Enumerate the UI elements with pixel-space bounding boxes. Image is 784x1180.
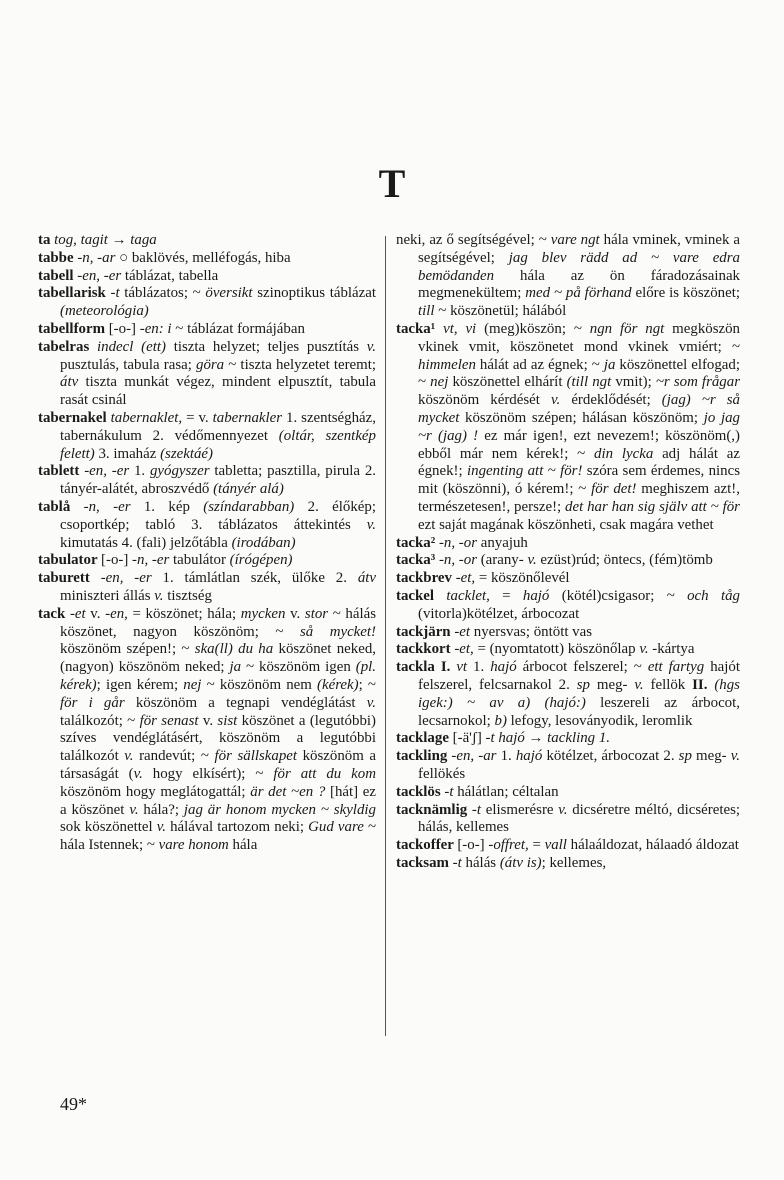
entry-italic-text: (pl. kérek) xyxy=(60,659,377,693)
entry-italic-text: sp xyxy=(576,676,590,693)
entry-text: ; ~ xyxy=(358,676,376,693)
entry-text: kimutatás 4. (fali) jelzőtábla xyxy=(60,534,232,551)
entry-italic-text: stor xyxy=(304,605,329,622)
entry-text: [-o-] xyxy=(101,552,133,569)
entry-text: köszönöm a tegnapi vendéglátást xyxy=(124,694,367,711)
entry-text: hála?; xyxy=(138,801,184,818)
entry-text: hála xyxy=(228,837,258,854)
entry-text: v. xyxy=(285,605,305,622)
entry-text: ~ köszönöm igen xyxy=(241,659,356,676)
entry-text: 1. xyxy=(129,463,150,480)
entry-text: 3. imaház xyxy=(94,445,161,462)
entry-headword: tablå xyxy=(38,498,84,515)
entry-headword: taburett xyxy=(38,570,101,587)
dictionary-entry xyxy=(38,285,376,321)
entry-italic-text: indecl (ett) xyxy=(97,338,166,355)
entry-text: köszönettel elfogad; ~ xyxy=(418,356,740,391)
entry-text: fellök xyxy=(643,676,693,693)
entry-text: [-o-] xyxy=(457,837,489,854)
entry-text: hálátlan; céltalan xyxy=(453,783,559,800)
entry-text: nyersvas; öntött vas xyxy=(470,623,593,640)
entry-italic-text: -en, -er xyxy=(84,463,130,480)
entry-text: találkozót; ~ xyxy=(60,712,140,729)
entry-text: (meg)köszön; ~ xyxy=(476,320,590,337)
entry-headword: tablett xyxy=(38,463,85,480)
entry-headword: ta xyxy=(38,232,55,248)
entry-text: pusztulás, tabula rasa; xyxy=(60,356,196,373)
entry-text: 1. szentségház, tabernákulum 2. védőmennyezet xyxy=(60,409,376,444)
dictionary-entry xyxy=(38,552,376,570)
entry-text: köszönöm hogy meglátogattál; xyxy=(60,783,251,800)
entry-italic-text: -et xyxy=(69,605,86,622)
entry-italic-text: v. xyxy=(730,748,740,765)
entry-italic-text: för att du kom xyxy=(273,765,376,782)
entry-text: szóra sem érdemes, nincs mit (köszönni), ó kérem!; ~ xyxy=(418,463,741,498)
entry-italic-text: v. xyxy=(366,338,376,355)
entry-italic-text: v. xyxy=(156,819,166,836)
entry-italic-text: för sällskapet xyxy=(214,748,298,765)
entry-italic-text: (színdarabban) xyxy=(203,498,295,515)
entry-italic-text: -n, -er xyxy=(132,552,170,569)
entry-text: adj hálát az égnek!; xyxy=(418,445,740,480)
entry-text: ; igen kérem; xyxy=(96,676,184,693)
dictionary-entry xyxy=(396,641,740,659)
entry-italic-text: v. xyxy=(551,392,561,409)
entry-italic-text: v. xyxy=(154,587,164,604)
entry-italic-text: översikt xyxy=(205,285,253,302)
dictionary-entry xyxy=(396,588,740,624)
entry-italic-text: din lycka xyxy=(594,445,654,462)
dictionary-entry xyxy=(396,730,740,748)
entry-italic-text: -t xyxy=(471,801,481,818)
entry-text: hálás xyxy=(461,854,500,871)
entry-text: hálával tartozom neki; xyxy=(165,819,309,836)
entry-italic-text: (till ngt xyxy=(566,374,612,391)
entry-text: hajót felszerel, felcsarnakol 2. xyxy=(418,659,740,693)
entry-italic-text: (jag) ~r så mycket xyxy=(418,392,741,426)
entry-text: köszönet a (legutóbbi) szíves vendéglátásért, köszönöm a legutóbbi találkozót xyxy=(60,712,376,765)
entry-italic-text: (átv is) xyxy=(499,854,542,871)
entry-text: ○ baklövés, melléfogás, hiba xyxy=(115,249,291,266)
entry-text: előre is köszönet; xyxy=(631,285,740,302)
entry-text: meghiszem azt!, természetesen!, persze!; xyxy=(418,481,740,515)
entry-text: 1. kép xyxy=(130,498,204,515)
entry-italic-text: v. xyxy=(124,748,134,765)
entry-italic-text: (tányér alá) xyxy=(213,481,284,498)
entry-italic-text: v. xyxy=(129,801,139,818)
entry-italic-text: så mycket! xyxy=(299,623,376,640)
entry-headword: tacknämlig xyxy=(396,801,472,818)
entry-text: = köszönőlevél xyxy=(475,570,570,587)
entry-italic-text: -en, -er xyxy=(77,267,122,284)
entry-headword: tackla I. xyxy=(396,659,457,676)
entry-italic-text: b) xyxy=(494,712,507,729)
entry-headword: tacka³ xyxy=(396,552,439,569)
entry-italic-text: för det! xyxy=(591,481,637,498)
entry-text: árbocot felszerel; ~ xyxy=(516,659,648,676)
entry-text: (arany- xyxy=(477,552,528,569)
entry-text: randevút; ~ xyxy=(133,748,215,765)
left-column xyxy=(38,232,376,855)
entry-italic-text: vare ngt xyxy=(550,232,600,248)
entry-text: tisztség xyxy=(163,587,212,604)
entry-italic-text: himmelen xyxy=(418,356,476,373)
entry-italic-text: till xyxy=(418,303,435,320)
entry-text: = v. xyxy=(182,409,213,426)
entry-text: ~ köszönöm nem xyxy=(201,676,318,693)
entry-text: hálát ad az égnek; ~ xyxy=(475,356,604,373)
entry-italic-text: -offret, xyxy=(488,837,529,854)
entry-headword: tacka² xyxy=(396,534,439,551)
entry-text: ; kellemes, xyxy=(541,854,607,871)
section-letter: T xyxy=(378,161,406,206)
entry-headword: tabulator xyxy=(38,552,102,569)
entry-italic-text: gyógyszer xyxy=(149,463,210,480)
entry-text: hogy elkísért); ~ xyxy=(142,765,274,782)
entry-italic-text: v. xyxy=(639,641,649,658)
entry-text: (vitorla)kötélzet, árbocozat xyxy=(418,605,580,622)
entry-italic-text: göra xyxy=(196,356,225,373)
entry-headword: tackjärn xyxy=(396,623,455,640)
entry-italic-text: v. xyxy=(366,694,376,711)
dictionary-entry xyxy=(38,606,376,855)
entry-italic-text: v. xyxy=(133,765,143,782)
entry-italic-text: v. xyxy=(558,801,568,818)
entry-text: vmit); xyxy=(611,374,656,391)
entry-italic-text: ngn för ngt xyxy=(589,320,665,337)
entry-italic-text: (meteorológia) xyxy=(60,303,149,320)
entry-italic-text: átv xyxy=(60,374,79,391)
entry-italic-text: tabernaklet, xyxy=(110,409,183,426)
entry-italic-text: mycken xyxy=(240,605,286,622)
entry-headword: tabellarisk xyxy=(38,285,111,302)
entry-text: meg- xyxy=(691,748,731,765)
dictionary-entry xyxy=(38,463,376,499)
entry-text: köszönöm szépen; hálásan köszönöm; xyxy=(459,409,704,426)
entry-italic-text: átv xyxy=(357,570,377,587)
dictionary-entry xyxy=(396,855,740,873)
entry-italic-text: -et xyxy=(454,623,471,640)
entry-headword: tacklage xyxy=(396,730,453,747)
entry-text: lefogy, lesoványodik, leromlik xyxy=(506,712,693,729)
entry-text: neki, az ő segítségével; ~ xyxy=(396,232,551,248)
entry-text: (kötél)csigasor; ~ xyxy=(549,587,688,604)
entry-text: = köszönet; hála; xyxy=(127,605,241,622)
entry-text: ~ köszönetül; hálából xyxy=(434,303,567,320)
dictionary-entry xyxy=(396,535,740,553)
dictionary-entry xyxy=(38,339,376,410)
entry-italic-text: nej xyxy=(183,676,202,693)
entry-italic-text: nej xyxy=(430,374,449,391)
entry-headword: tackel xyxy=(396,587,447,604)
entry-headword: tackling xyxy=(396,748,452,765)
entry-text: köszönettel elhárít xyxy=(448,374,567,391)
entry-italic-text: v. xyxy=(366,516,376,533)
entry-text: elismerésre xyxy=(480,801,559,818)
entry-headword: tackoffer xyxy=(396,837,458,854)
entry-italic-text: -en, -er xyxy=(100,570,152,587)
entry-text: = xyxy=(528,837,545,854)
entry-text: [-ä'ʃ] xyxy=(452,730,486,747)
entry-italic-text: jag blev rädd ad ~ vare edra bemödanden xyxy=(418,249,740,284)
entry-italic-text: (szektáé) xyxy=(160,445,213,462)
entry-italic-text: -n, -er xyxy=(83,498,131,515)
entry-text: ezüst)rúd; öntecs, (fém)tömb xyxy=(536,552,713,569)
entry-text: -kártya xyxy=(648,641,695,658)
entry-text: táblázatos; ~ xyxy=(119,285,206,302)
entry-italic-text: v. xyxy=(634,676,644,693)
entry-italic-text: sist xyxy=(217,712,238,729)
entry-text: ~ hálás köszönet, nagyon köszönöm; ~ xyxy=(60,605,377,640)
entry-headword: tack xyxy=(38,605,70,622)
entry-italic-text: -t xyxy=(110,285,120,302)
entry-text: [hát] ez a köszönet xyxy=(60,783,377,818)
entry-text: kötélzet, árbocozat 2. xyxy=(542,748,679,765)
entry-text: ~ tiszta helyzetet teremt; xyxy=(224,356,377,373)
entry-italic-text: tacklet, xyxy=(446,587,490,604)
dictionary-entry xyxy=(38,499,376,552)
entry-text: v. xyxy=(198,712,218,729)
entry-text: = (nyomtatott) köszönőlap xyxy=(473,641,640,658)
entry-headword: tabbe xyxy=(38,249,78,266)
entry-text: köszönöm a társaságát ( xyxy=(60,748,376,782)
entry-italic-text: -en, xyxy=(105,605,128,622)
entry-italic-text: (oltár, szentkép felett) xyxy=(60,427,376,462)
entry-text: tabulátor xyxy=(169,552,230,569)
dictionary-entry xyxy=(38,268,376,286)
entry-italic-text: jag är honom mycken ~ skyldig xyxy=(183,801,376,818)
entry-italic-text: -et, xyxy=(455,570,476,587)
entry-text: 1. xyxy=(467,659,491,676)
dictionary-entry xyxy=(396,321,740,535)
entry-italic-text: -t xyxy=(444,783,454,800)
dictionary-entry xyxy=(396,784,740,802)
dictionary-entry xyxy=(38,250,376,268)
entry-headword: tabell xyxy=(38,267,78,284)
entry-italic-text: -n, -or xyxy=(438,534,477,551)
dictionary-entry xyxy=(38,232,376,250)
dictionary-entry xyxy=(396,837,740,855)
entry-italic-text: hajó xyxy=(515,748,543,765)
entry-headword: tabernakel xyxy=(38,409,111,426)
entry-text: = xyxy=(489,587,523,604)
entry-headword: tacksam xyxy=(396,854,453,871)
entry-headword: II. xyxy=(692,676,715,693)
entry-text: dicséretre méltó, dicséretes; hálás, kellemes xyxy=(418,801,741,836)
entry-italic-text: (írógépen) xyxy=(229,552,293,569)
entry-text: 2. élőkép; csoportkép; tabló 3. táblázatos áttekintés xyxy=(60,498,376,533)
column-divider xyxy=(385,236,386,1036)
entry-italic-text: det har han sig själv att ~ för xyxy=(565,498,740,515)
entry-italic-text: v. xyxy=(527,552,537,569)
entry-italic-text: hajó xyxy=(522,587,550,604)
entry-text: 1. xyxy=(496,748,516,765)
dictionary-entry xyxy=(396,748,740,784)
entry-text: 1. támlátlan szék, ülőke 2. xyxy=(151,570,358,587)
entry-italic-text: är det ~en ? xyxy=(250,783,326,800)
entry-text: v. xyxy=(85,605,106,622)
entry-text: leszereli az árbocot, lecsarnokol; xyxy=(418,694,740,729)
entry-italic-text: ~r som frågar xyxy=(655,374,740,391)
entry-text: ~ táblázat formájában xyxy=(171,320,305,337)
entry-text: [-o-] xyxy=(108,320,140,337)
entry-text: hála az ön fáradozásainak megmenekültem; xyxy=(418,267,740,302)
entry-italic-text: -et, xyxy=(454,641,474,658)
entry-headword: tackbrev xyxy=(396,570,456,587)
entry-italic-text: vt, vi xyxy=(443,320,477,337)
entry-text: ~ hála Istennek; ~ xyxy=(60,819,377,854)
entry-headword: tackkort xyxy=(396,641,455,658)
entry-italic-text: sp xyxy=(678,748,692,765)
entry-text: hálaáldozat, hálaadó áldozat xyxy=(566,837,739,854)
entry-text: tiszta helyzet; teljes pusztítás xyxy=(165,338,367,355)
entry-italic-text: vt xyxy=(456,659,468,676)
dictionary-entry xyxy=(396,232,740,321)
entry-italic-text: -n, -ar xyxy=(77,249,116,266)
entry-italic-text: för i går xyxy=(60,694,125,711)
dictionary-entry xyxy=(396,570,740,588)
entry-italic-text: och tåg xyxy=(687,587,740,604)
entry-italic-text: jo jag ~r (jag) ! xyxy=(418,409,740,444)
entry-text: meg- xyxy=(590,676,635,693)
entry-italic-text: -en, -ar xyxy=(451,748,497,765)
entry-text: megköszön vkinek vmit, köszönetet mond vkinek vmiért; ~ xyxy=(418,320,740,355)
entry-text: tiszta munkát végez, mindent elpusztít, tabula rasát csinál xyxy=(60,374,376,409)
dictionary-entry xyxy=(396,802,740,838)
entry-headword: tabellform xyxy=(38,320,109,337)
entry-text: hála vminek, vminek a segítségével; xyxy=(418,232,741,266)
entry-text: köszönet neked, (nagyon) köszönöm neked; xyxy=(60,641,377,676)
entry-text: fellökés xyxy=(418,765,466,782)
page-folio: 49* xyxy=(60,1094,87,1114)
entry-text: sok köszönettel xyxy=(60,819,157,836)
entry-headword: tacklös xyxy=(396,783,445,800)
entry-headword: tacka¹ xyxy=(396,320,444,337)
entry-italic-text: -t hajó → tackling 1. xyxy=(485,730,610,747)
dictionary-entry xyxy=(38,410,376,463)
dictionary-entry xyxy=(396,624,740,642)
dictionary-entry xyxy=(396,552,740,570)
entry-italic-text: ett fartyg xyxy=(647,659,705,676)
entry-text: ez már igen!, ezt nevezem!; köszönöm(,) ebből már nem kérek!; ~ xyxy=(418,427,740,462)
entry-italic-text: tog, tagit → taga xyxy=(54,232,157,248)
entry-text: miniszteri állás xyxy=(60,587,155,604)
entry-text: táblázat, tabella xyxy=(121,267,219,284)
entry-italic-text: Gud vare xyxy=(308,819,364,836)
entry-italic-text: (hgs igek:) ~ av a) (hajó:) xyxy=(418,676,740,711)
entry-italic-text: (kérek) xyxy=(317,676,359,693)
entry-italic-text: ja xyxy=(229,659,242,676)
entry-text: anyajuh xyxy=(477,534,528,551)
entry-text: szinoptikus táblázat xyxy=(252,285,376,302)
entry-italic-text: -en: i xyxy=(139,320,172,337)
entry-italic-text: tabernakler xyxy=(212,409,283,426)
entry-italic-text: för senast xyxy=(139,712,199,729)
dictionary-entry xyxy=(38,321,376,339)
entry-italic-text: ska(ll) du ha xyxy=(194,641,274,658)
entry-italic-text: (irodában) xyxy=(231,534,296,551)
entry-italic-text: vall xyxy=(544,837,567,854)
entry-italic-text: -t xyxy=(452,854,462,871)
entry-text: köszönöm szépen!; ~ xyxy=(60,641,195,658)
entry-text: ezt saját magának köszönheti, csak magára vethet xyxy=(418,516,714,533)
entry-italic-text: ja xyxy=(603,356,616,373)
entry-italic-text: hajó xyxy=(490,659,517,676)
entry-italic-text: vare honom xyxy=(158,837,229,854)
right-column xyxy=(396,232,740,873)
dictionary-entry xyxy=(396,659,740,730)
entry-text: érdeklődését; xyxy=(560,392,662,409)
entry-italic-text: ingenting att ~ för! xyxy=(467,463,583,480)
entry-text: tabletta; pasztilla, pirula 2. tányér-alátét, abroszvédő xyxy=(60,463,377,498)
entry-headword: tabelras xyxy=(38,338,98,355)
dictionary-entry xyxy=(38,570,376,606)
entry-text: köszönöm kérdését xyxy=(418,392,551,409)
entry-italic-text: -n, -or xyxy=(438,552,477,569)
entry-italic-text: med ~ på förhand xyxy=(525,285,632,302)
